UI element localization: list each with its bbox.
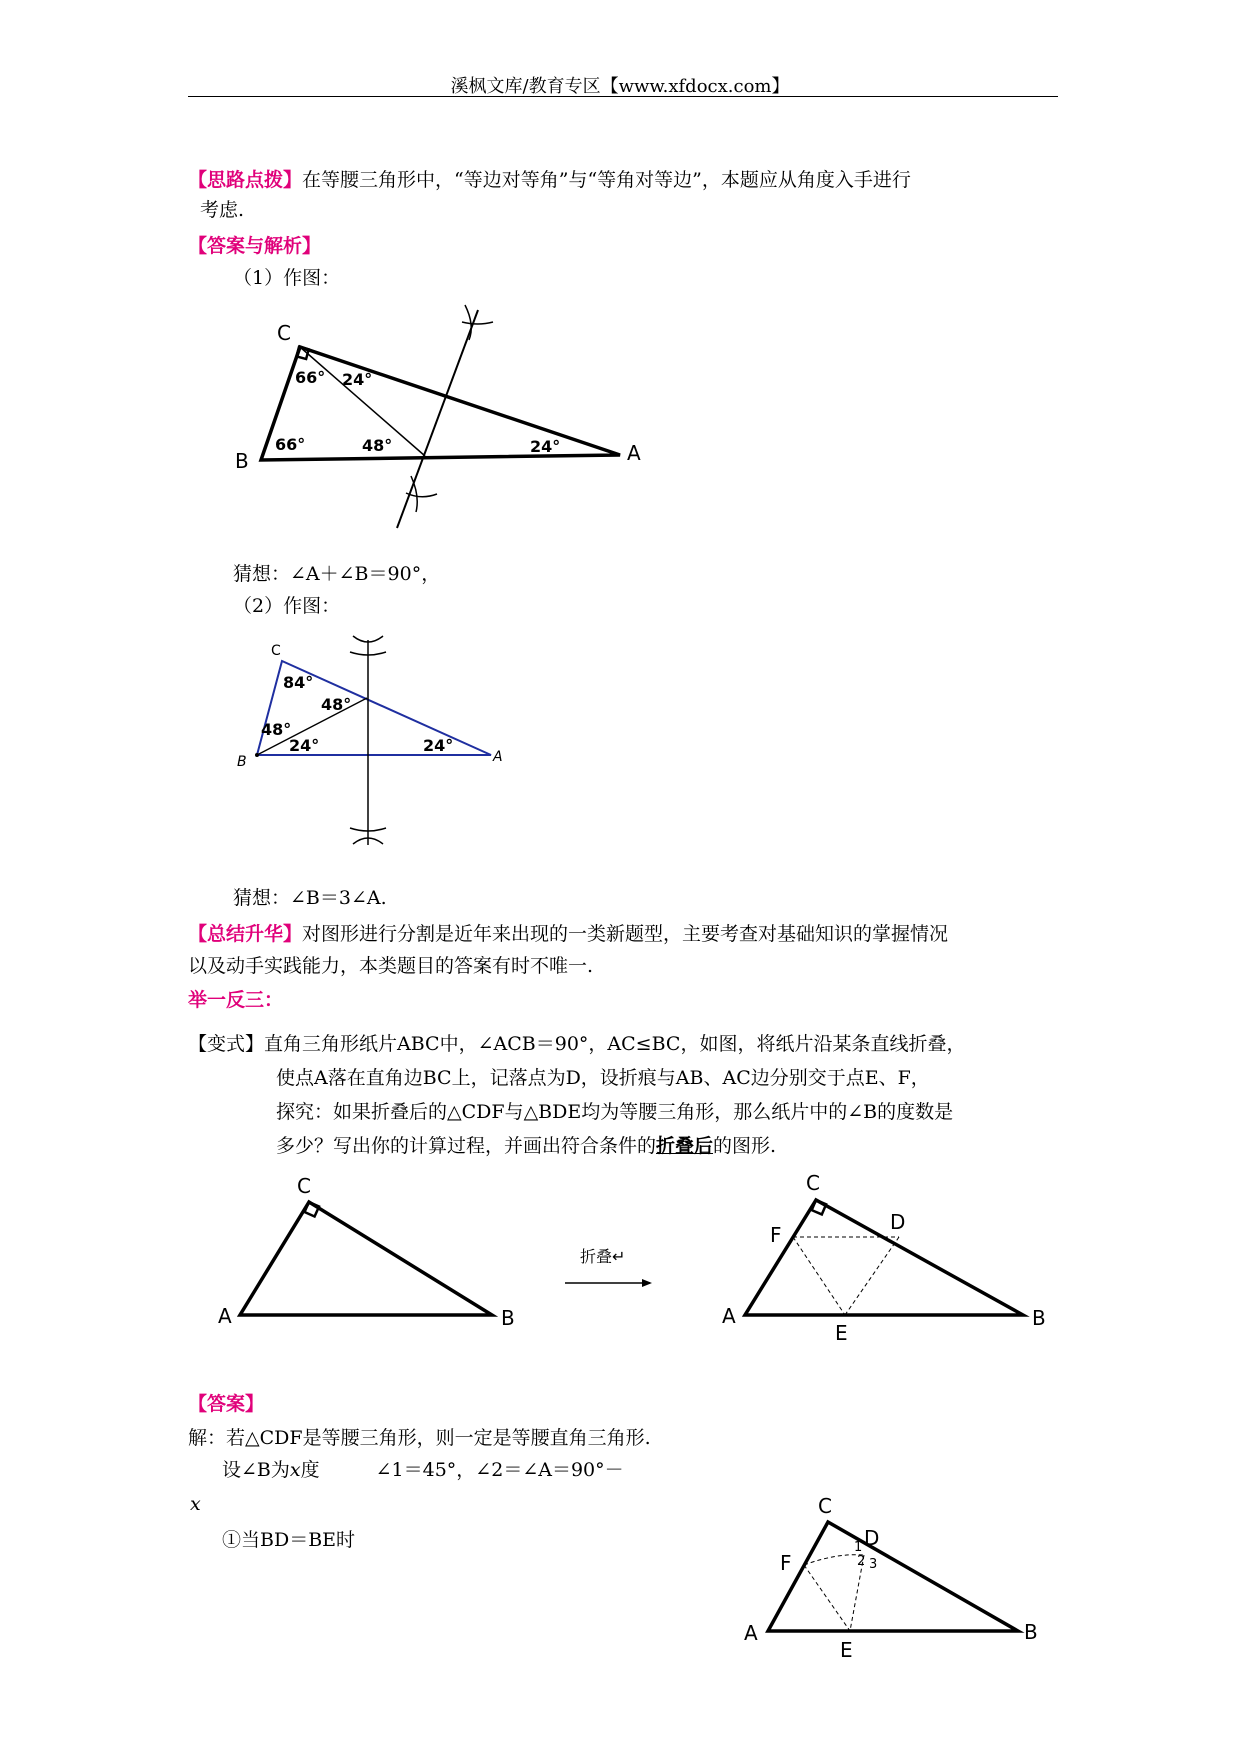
fig1-angle-5: 24° (530, 437, 561, 456)
fold-right-label-b: B (1032, 1306, 1046, 1330)
answer-2-line-2 (222, 1456, 624, 1484)
fig2-label-c: C (271, 643, 281, 659)
fig1-label-c: C (277, 321, 291, 345)
fig4-angle-2: 2 (857, 1554, 866, 1569)
variant-tag: 【变式】 (188, 1033, 265, 1055)
fig2-angle-4: 24° (289, 736, 320, 755)
summary-text-1: 对图形进行分割是近年来出现的一类新题型，主要考查对基础知识的掌握情况 (302, 923, 949, 945)
fig1-angle-2: 24° (342, 370, 373, 389)
answer-2-tag: 【答案】 (188, 1393, 265, 1415)
fig1-angle-4: 48° (362, 436, 393, 455)
variant-line-3: 探究：如果折叠后的△CDF与△BDE均为等腰三角形，那么纸片中的∠B的度数是 (276, 1101, 954, 1123)
answer-2-degree: 度 (300, 1459, 320, 1481)
answer-2-var-x-wrap: x (190, 1493, 201, 1515)
fold-right-label-e: E (835, 1321, 848, 1340)
fig1-angle-1: 66° (295, 368, 326, 387)
fig2-angle-5: 24° (423, 736, 454, 755)
hint-line-2: 考虑. (200, 199, 245, 221)
fig4-label-d: D (864, 1526, 880, 1550)
fold-left-label-a: A (218, 1304, 232, 1328)
fig4-label-b: B (1024, 1620, 1038, 1644)
answer-section-tag: 【答案与解析】 (188, 235, 322, 257)
part1-title: （1）作图： (233, 267, 341, 289)
fig2-angle-3: 48° (261, 720, 292, 739)
figure-4-triangle (740, 1485, 1040, 1660)
variant-text-4b: 的图形. (713, 1135, 777, 1157)
variant-line-1 (188, 1030, 965, 1058)
figure-2-triangle (225, 630, 525, 855)
summary-line-2: 以及动手实践能力，本类题目的答案有时不唯一. (188, 955, 594, 977)
fig4-label-f: F (780, 1551, 792, 1575)
variant-text-1: 直角三角形纸片ABC中，∠ACB＝90°，AC≤BC，如图，将纸片沿某条直线折叠， (264, 1033, 966, 1055)
fig4-angle-3: 3 (869, 1557, 878, 1572)
fold-right-label-a: A (722, 1304, 736, 1328)
practice-tag: 举一反三： (188, 989, 284, 1011)
fig2-label-a: A (493, 749, 503, 765)
hint-text-1: 在等腰三角形中，“等边对等角”与“等角对等边”，本题应从角度入手进行 (302, 169, 911, 191)
hint-line-1 (188, 166, 911, 194)
fold-figure (210, 1165, 1060, 1340)
summary-line-1 (188, 920, 948, 948)
variant-underlined-term: 折叠后 (656, 1135, 714, 1157)
fold-arrow-label: 折叠↵ (580, 1247, 626, 1266)
fold-left-label-b: B (501, 1306, 515, 1330)
fig1-label-a: A (627, 441, 641, 465)
fig2-angle-2: 48° (321, 695, 352, 714)
fig4-angle-1: 1 (854, 1540, 863, 1555)
variant-text-4a: 多少？写出你的计算过程，并画出符合条件的 (276, 1135, 657, 1157)
header-rule (188, 96, 1058, 97)
page-header: 溪枫文库/教育专区【www.xfdocx.com】 (450, 76, 790, 97)
variant-line-4 (276, 1132, 776, 1160)
fig1-label-b: B (235, 449, 249, 473)
summary-tag: 【总结升华】 (188, 923, 303, 945)
fold-left-label-c: C (297, 1174, 311, 1198)
answer-2-let: 设∠B为 (222, 1459, 290, 1481)
fig2-label-b: B (237, 754, 247, 770)
conjecture-2: 猜想：∠B＝3∠A. (233, 887, 387, 909)
variant-line-2: 使点A落在直角边BC上，记落点为D，设折痕与AB、AC边分别交于点E、F， (276, 1067, 930, 1089)
fig1-angle-3: 66° (275, 435, 306, 454)
fold-right-label-f: F (770, 1223, 782, 1247)
answer-2-line-1: 解：若△CDF是等腰三角形，则一定是等腰直角三角形. (188, 1427, 651, 1449)
fold-right-label-c: C (806, 1171, 820, 1195)
figure-1-triangle (225, 300, 665, 540)
fig4-label-a: A (744, 1621, 758, 1645)
answer-2-var-x: x (289, 1459, 301, 1481)
part2-title: （2）作图： (233, 595, 341, 617)
hint-tag: 【思路点拨】 (188, 169, 303, 191)
conjecture-1: 猜想：∠A＋∠B＝90°， (233, 563, 441, 585)
case-1: ①当BD＝BE时 (222, 1529, 356, 1551)
fold-right-label-d: D (890, 1210, 906, 1234)
answer-2-angles: ∠1＝45°，∠2＝∠A＝90°－ (375, 1459, 624, 1481)
fig4-label-e: E (840, 1638, 853, 1660)
fig4-label-c: C (818, 1494, 832, 1518)
fig2-angle-1: 84° (283, 673, 314, 692)
